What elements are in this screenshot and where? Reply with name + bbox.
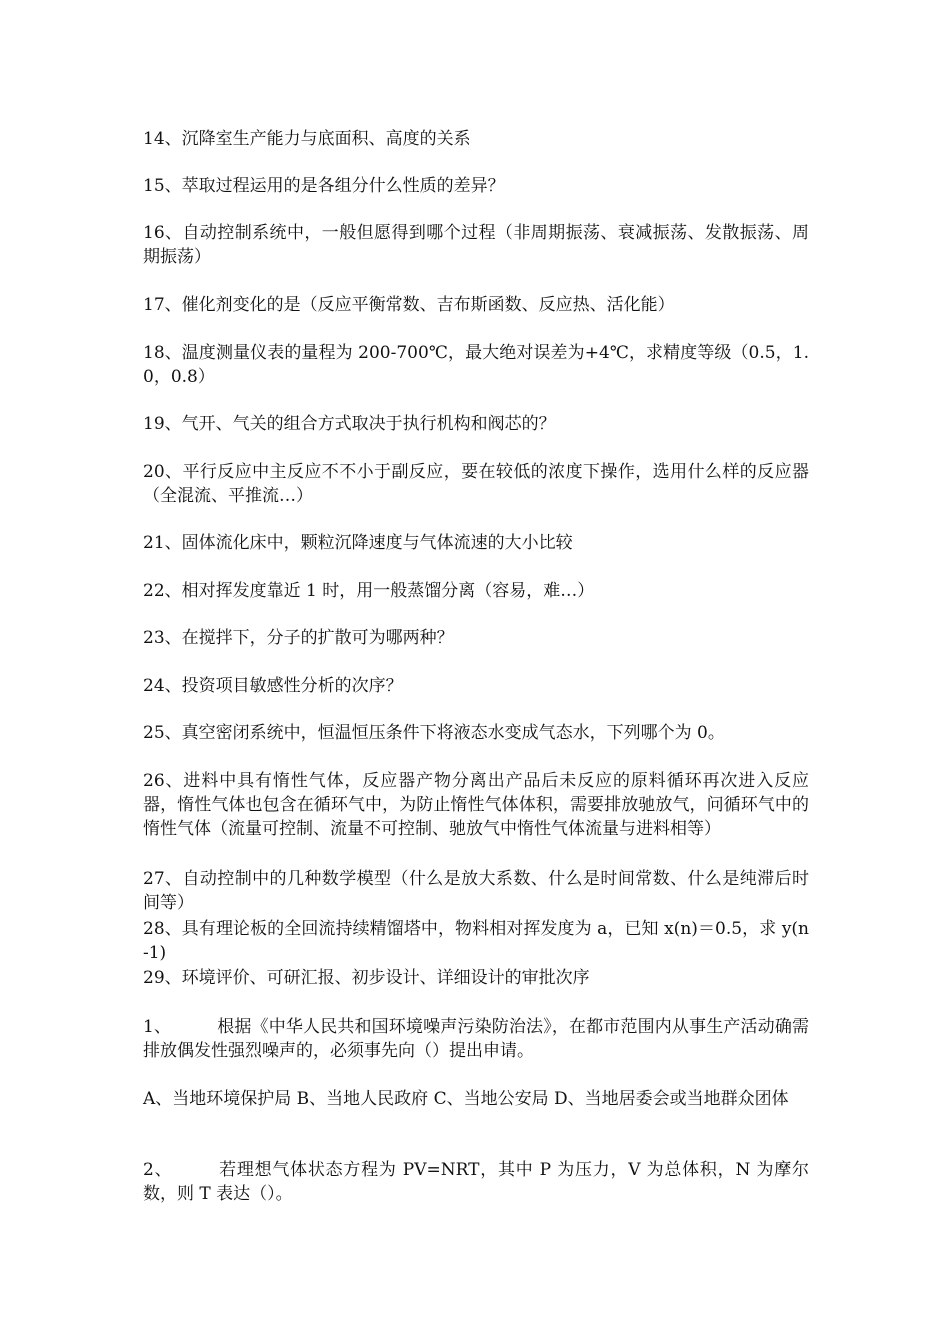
question-14: 14、沉降室生产能力与底面积、高度的关系 xyxy=(143,129,471,149)
mc-question-2 xyxy=(143,1158,809,1206)
question-20: 20、平行反应中主反应不不小于副反应，要在较低的浓度下操作，选用什么样的反应器（全混流、平推流…） xyxy=(143,462,809,506)
question-27: 27、自动控制中的几种数学模型（什么是放大系数、什么是时间常数、什么是纯滞后时间等） xyxy=(143,869,809,913)
mc-question-1-text: 根据《中华人民共和国环境噪声污染防治法》，在都市范围内从事生产活动确需排放偶发性强烈噪声的，必须事先向（）提出申请。 xyxy=(143,1017,809,1061)
mc-question-2-text: 若理想气体状态方程为 PV=NRT，其中 P 为压力，V 为总体积，N 为摩尔数，则 T 表达（）。 xyxy=(143,1160,809,1204)
question-21: 21、固体流化床中，颗粒沉降速度与气体流速的大小比较 xyxy=(143,533,573,553)
question-15: 15、萃取过程运用的是各组分什么性质的差异？ xyxy=(143,176,505,196)
question-18: 18、温度测量仪表的量程为 200-700℃，最大绝对误差为+4℃，求精度等级（0.5，1.0，0.8） xyxy=(143,343,809,387)
question-23: 23、在搅拌下，分子的扩散可为哪两种？ xyxy=(143,628,454,648)
question-16: 16、自动控制系统中，一般但愿得到哪个过程（非周期振荡、衰减振荡、发散振荡、周期振荡） xyxy=(143,223,809,267)
question-26: 26、进料中具有惰性气体，反应器产物分离出产品后未反应的原料循环再次进入反应器，惰性气体也包含在循环气中，为防止惰性气体体积，需要排放驰放气，问循环气中的惰性气体（流量可控制、流量不可控制、驰放气中惰性气体流量与进料相等） xyxy=(143,771,809,839)
question-28: 28、具有理论板的全回流持续精馏塔中，物料相对挥发度为 a，已知 x(n)＝0.5，求 y(n-1) xyxy=(143,919,809,963)
question-22: 22、相对挥发度靠近 1 时，用一般蒸馏分离（容易，难…） xyxy=(143,581,595,601)
question-25: 25、真空密闭系统中，恒温恒压条件下将液态水变成气态水，下列哪个为 0。 xyxy=(143,723,725,743)
question-19: 19、气开、气关的组合方式取决于执行机构和阀芯的？ xyxy=(143,414,556,434)
question-17: 17、催化剂变化的是（反应平衡常数、吉布斯函数、反应热、活化能） xyxy=(143,295,675,315)
question-29: 29、环境评价、可研汇报、初步设计、详细设计的审批次序 xyxy=(143,968,590,988)
mc-question-1-number: 1、 xyxy=(143,1017,172,1037)
mc-question-1-options: A、当地环境保护局 B、当地人民政府 C、当地公安局 D、当地居委会或当地群众团体 xyxy=(143,1089,789,1109)
mc-question-2-number: 2、 xyxy=(143,1160,173,1180)
question-24: 24、投资项目敏感性分析的次序？ xyxy=(143,676,403,696)
mc-question-1 xyxy=(143,1015,809,1063)
